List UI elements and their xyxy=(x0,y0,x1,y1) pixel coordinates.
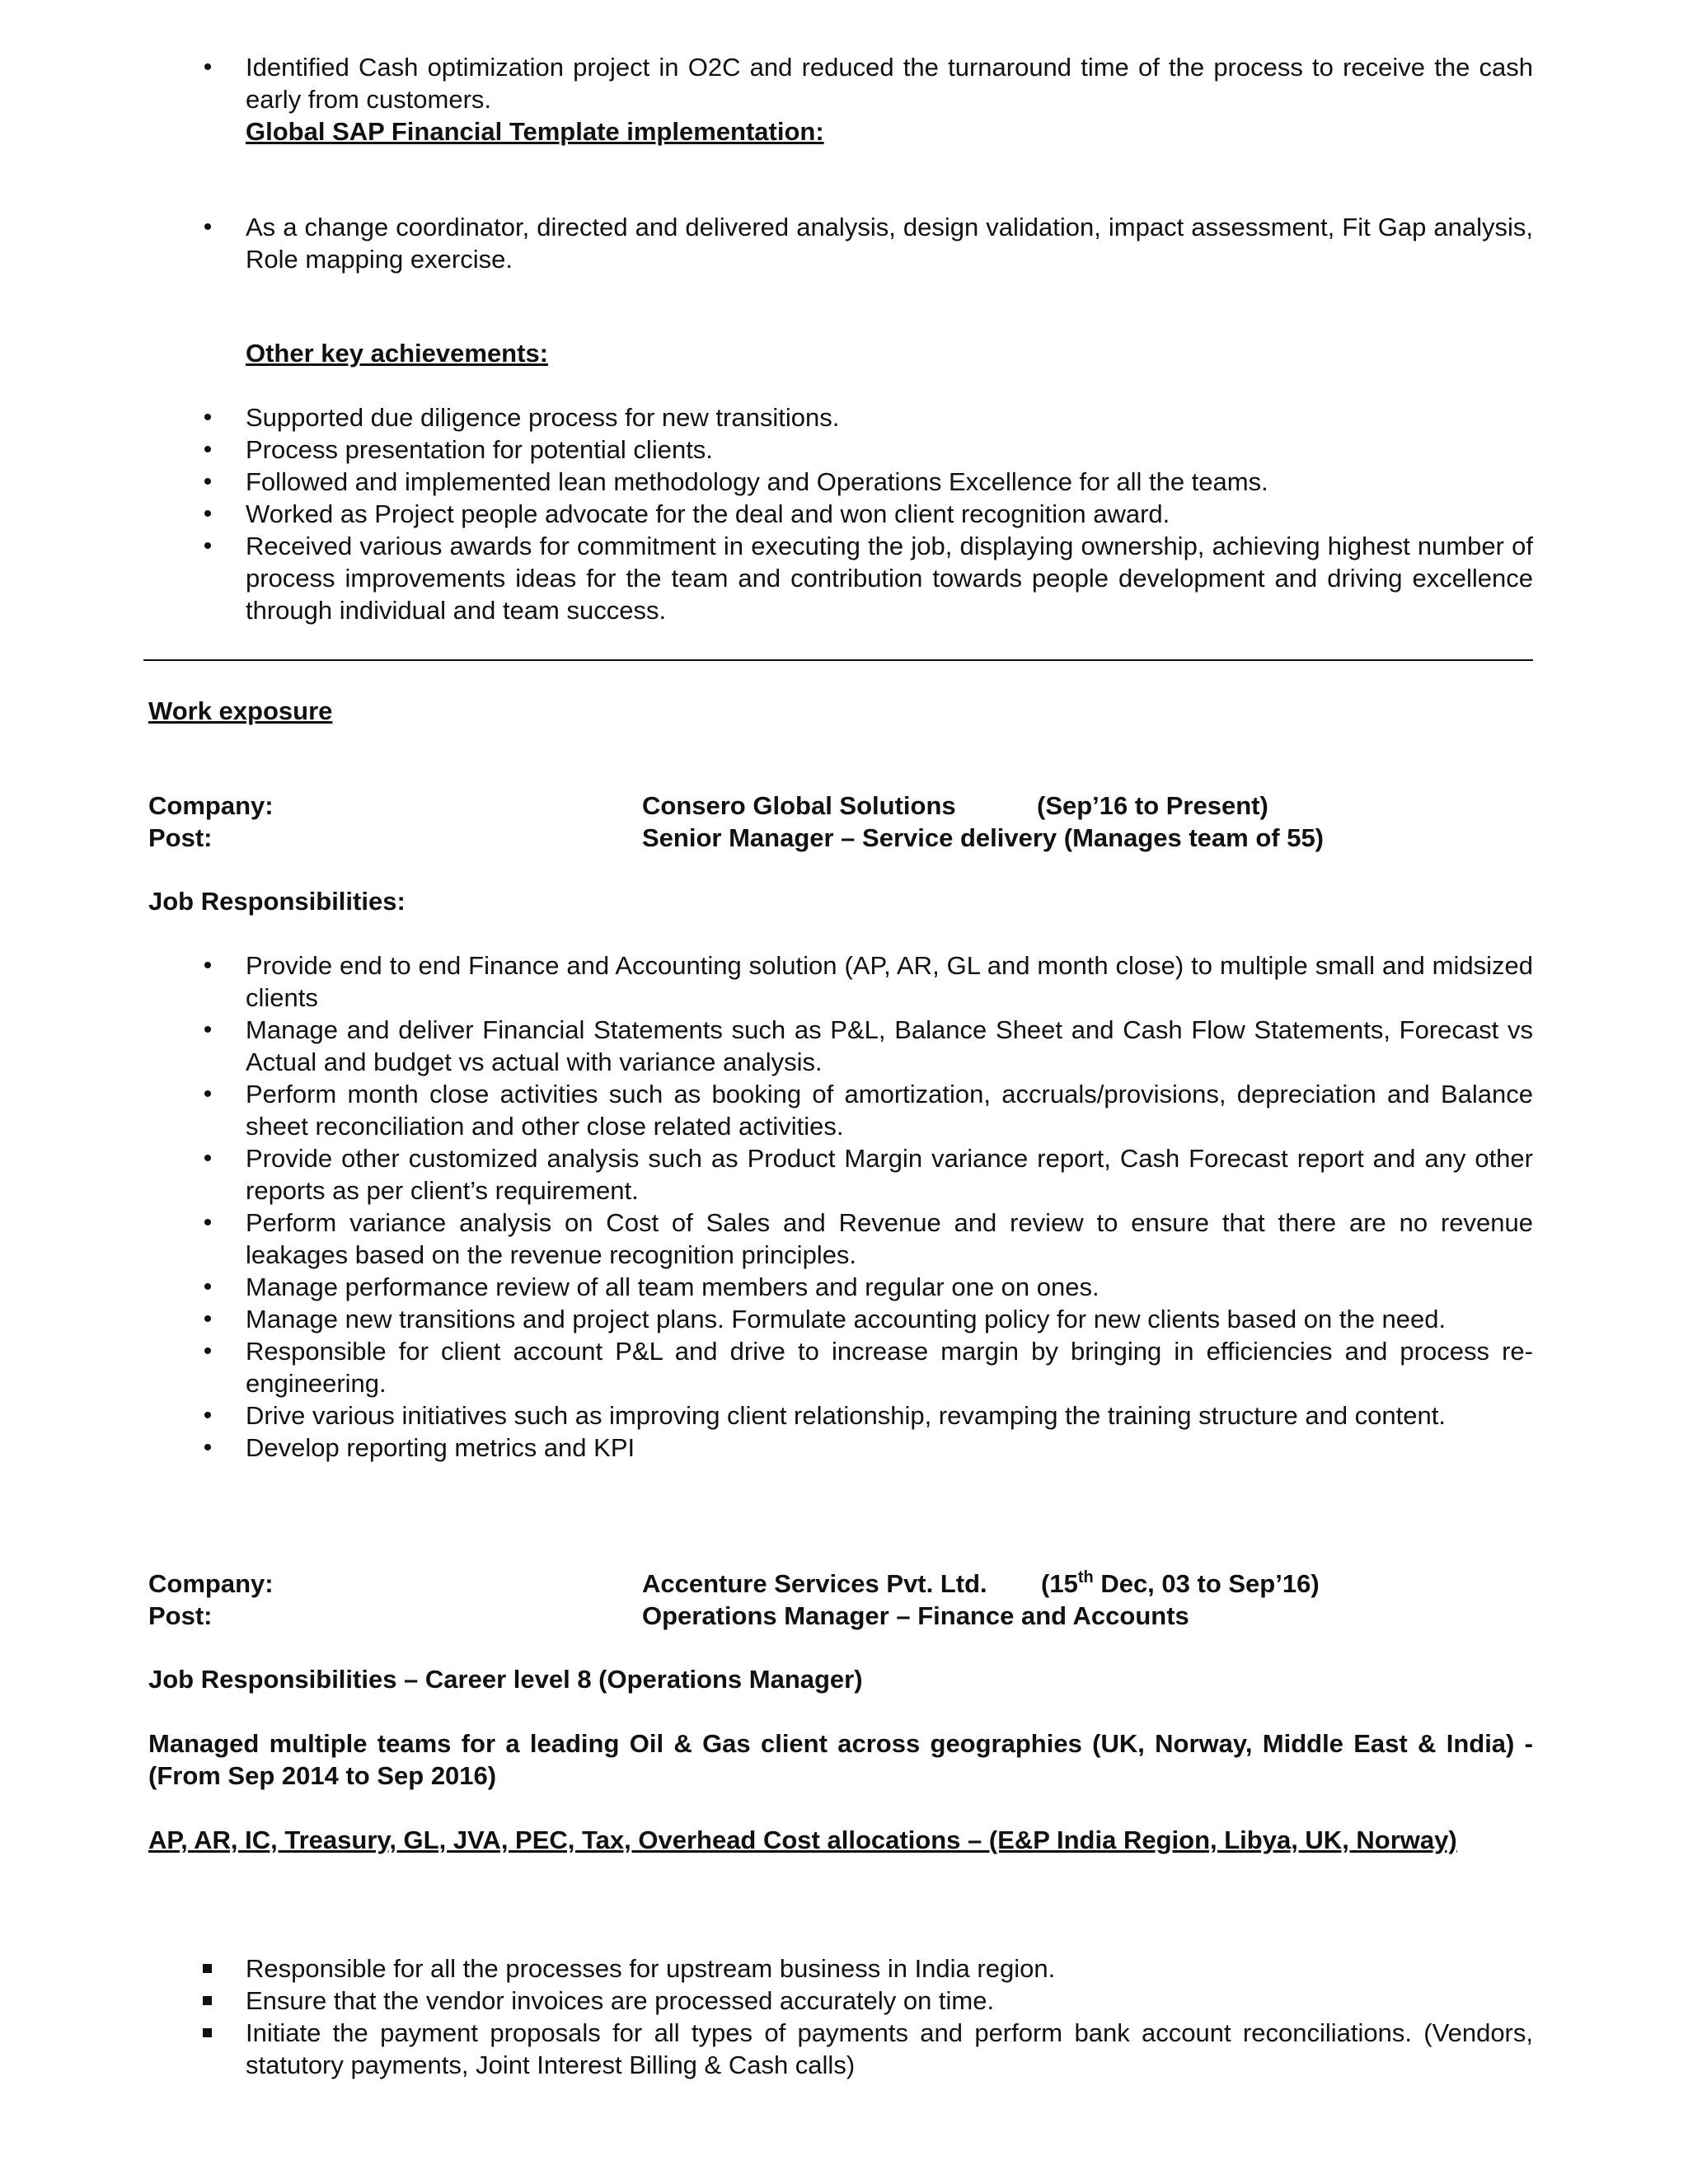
job2-company-name: Accenture Services Pvt. Ltd. xyxy=(642,1569,987,1598)
list-item: • Process presentation for potential clients. xyxy=(246,434,1533,466)
bullet-icon: • xyxy=(203,213,213,241)
bullet-icon: • xyxy=(203,1209,213,1236)
section-divider xyxy=(143,659,1533,661)
list-item: • Drive various initiatives such as improving client relationship, revamping the training structure and content. xyxy=(246,1399,1533,1432)
bullet-icon: • xyxy=(203,54,213,81)
job1-company-dates: (Sep’16 to Present) xyxy=(1037,791,1268,820)
list-item: • Followed and implemented lean methodology and Operations Excellence for all the teams. xyxy=(246,466,1533,498)
list-item: • Supported due diligence process for new transitions. xyxy=(246,401,1533,434)
bullet-icon: • xyxy=(203,1145,213,1172)
bullet-icon: • xyxy=(203,1434,213,1461)
list-item: • As a change coordinator, directed and delivered analysis, design validation, impact assessment, Fit Gap analysis, Role mapping exercise. xyxy=(246,211,1533,275)
bullet-icon: • xyxy=(203,532,213,560)
list-item: • Identified Cash optimization project in O2C and reduced the turnaround time of the process to receive the cash early from customers. xyxy=(246,51,1533,115)
list-item: • Provide end to end Finance and Accounting solution (AP, AR, GL and month close) to multiple small and midsized clients xyxy=(246,949,1533,1014)
job2-post-value: Operations Manager – Finance and Accounts xyxy=(642,1601,1189,1630)
job2-process-heading: AP, AR, IC, Treasury, GL, JVA, PEC, Tax, Overhead Cost allocations – (E&P India Region, Libya, UK, Norway) xyxy=(148,1825,1457,1854)
job2-process-list xyxy=(246,1952,1533,2081)
list-item: • Responsible for client account P&L and drive to increase margin by bringing in efficiencies and process re-engineering. xyxy=(246,1335,1533,1399)
list-item: • Worked as Project people advocate for the deal and won client recognition award. xyxy=(246,498,1533,530)
job1-company-name: Consero Global Solutions xyxy=(642,791,956,820)
list-item: • Manage performance review of all team members and regular one on ones. xyxy=(246,1271,1533,1303)
job1-responsibilities-heading: Job Responsibilities: xyxy=(148,887,406,916)
bullet-icon: • xyxy=(203,404,213,431)
global-sap-heading: Global SAP Financial Template implementation: xyxy=(246,117,824,146)
bullet-icon: • xyxy=(203,468,213,495)
list-item: • Develop reporting metrics and KPI xyxy=(246,1432,1533,1464)
bullet-icon: • xyxy=(203,1080,213,1108)
global-sap-list xyxy=(203,211,1533,275)
job2-company-dates: (15th Dec, 03 to Sep’16) xyxy=(1041,1568,1320,1598)
list-item: • Manage new transitions and project plans. Formulate accounting policy for new clients based on the need. xyxy=(246,1303,1533,1335)
job1-post-value: Senior Manager – Service delivery (Manages team of 55) xyxy=(642,823,1325,852)
bullet-icon: • xyxy=(203,436,213,463)
job2-post-label: Post: xyxy=(148,1601,213,1630)
job2-managed-text: Managed multiple teams for a leading Oil & Gas client across geographies (UK, Norway, Middle East & India) - (From Sep 2014 to Sep 2016) xyxy=(148,1729,1533,1790)
list-item: • Manage and deliver Financial Statements such as P&L, Balance Sheet and Cash Flow Statements, Forecast vs Actual and budget vs actual with variance analysis. xyxy=(246,1014,1533,1078)
list-item: • Provide other customized analysis such as Product Margin variance report, Cash Forecast report and any other reports as per client’s requirement. xyxy=(246,1142,1533,1207)
list-item: Initiate the payment proposals for all types of payments and perform bank account reconciliations. (Vendors, statutory payments, Joint Interest Billing & Cash calls) xyxy=(246,2017,1533,2081)
list-item: • Perform variance analysis on Cost of Sales and Revenue and review to ensure that there are no revenue leakages based on the revenue recognition principles. xyxy=(246,1207,1533,1271)
bullet-icon: • xyxy=(203,1402,213,1429)
bullet-icon: • xyxy=(203,500,213,527)
list-item: • Received various awards for commitment in executing the job, displaying ownership, achieving highest number of process improvements ideas for the team and contribution towards people development and driving excellence through individual and team success. xyxy=(246,530,1533,626)
other-achievements-list xyxy=(203,401,1533,626)
list-item: Ensure that the vendor invoices are processed accurately on time. xyxy=(246,1985,1533,2017)
other-achievements-heading: Other key achievements: xyxy=(246,339,549,368)
job1-company-label: Company: xyxy=(148,791,274,820)
bullet-icon: • xyxy=(203,1305,213,1333)
job1-post-label: Post: xyxy=(148,823,213,852)
list-item: Responsible for all the processes for upstream business in India region. xyxy=(246,1952,1533,1985)
top-bullet-list xyxy=(203,51,1533,115)
bullet-icon: • xyxy=(203,1338,213,1365)
job2-responsibilities-heading: Job Responsibilities – Career level 8 (Operations Manager) xyxy=(148,1665,863,1694)
list-item: • Perform month close activities such as booking of amortization, accruals/provisions, depreciation and Balance sheet reconciliation and other close related activities. xyxy=(246,1078,1533,1142)
bullet-icon: • xyxy=(203,1016,213,1043)
bullet-icon: • xyxy=(203,952,213,979)
job1-responsibilities-list xyxy=(203,949,1533,1464)
work-exposure-heading: Work exposure xyxy=(148,696,333,725)
job2-company-label: Company: xyxy=(148,1569,274,1598)
bullet-icon: • xyxy=(203,1273,213,1301)
